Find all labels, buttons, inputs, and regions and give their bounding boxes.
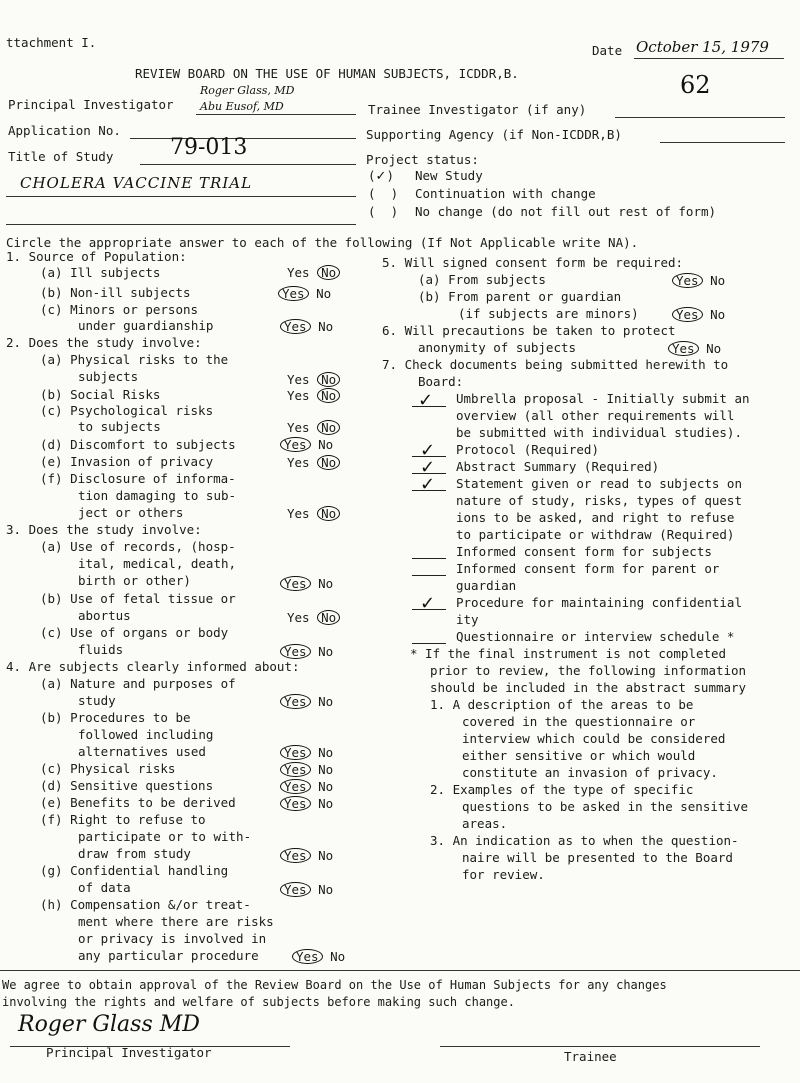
q4e: (e) Benefits to be derived <box>40 795 236 810</box>
doc-confidentiality-1: Procedure for maintaining confidential <box>456 595 742 610</box>
doc-umbrella-2: overview (all other requirements will <box>456 408 735 423</box>
note-6: interview which could be considered <box>462 731 726 746</box>
page-mark: 62 <box>680 71 711 99</box>
note-13: naire will be presented to the Board <box>462 850 733 865</box>
note-8: constitute an invasion of privacy. <box>462 765 718 780</box>
date-line <box>634 58 784 59</box>
q3-heading: 3. Does the study involve: <box>6 522 202 537</box>
q3a-line1: (a) Use of records, (hosp- <box>40 539 236 554</box>
q4c-answer: Yes No <box>280 762 333 777</box>
note-5: covered in the questionnaire or <box>462 714 696 729</box>
pi-label: Principal Investigator <box>8 97 174 112</box>
q3b-line2: abortus <box>78 608 131 623</box>
trainee-signature-line <box>440 1046 760 1047</box>
doc-consent-subjects: Informed consent form for subjects <box>456 544 712 559</box>
q3c-line1: (c) Use of organs or body <box>40 625 229 640</box>
note-3: should be included in the abstract summary <box>430 680 747 695</box>
pi-name-1: Roger Glass, MD <box>200 84 295 97</box>
q4d-answer: Yes No <box>280 779 333 794</box>
q2f-line3: ject or others <box>78 505 184 520</box>
note-12: 3. An indication as to when the question- <box>430 833 739 848</box>
status-continuation: Continuation with change <box>415 186 596 201</box>
q1c-answer: Yes No <box>280 319 333 334</box>
q6-answer: Yes No <box>668 341 721 356</box>
q2e-answer: Yes No <box>287 455 340 470</box>
q4g-answer: Yes No <box>280 882 333 897</box>
q4h-line3: or privacy is involved in <box>78 931 267 946</box>
note-2: prior to review, the following information <box>430 663 747 678</box>
checkmark-icon: ✓ <box>420 457 436 478</box>
q3c-line2: fluids <box>78 642 124 657</box>
q7-line1: 7. Check documents being submitted herewith to <box>382 357 729 372</box>
checkmark-icon: ✓ <box>418 390 434 411</box>
q4d: (d) Sensitive questions <box>40 778 214 793</box>
q4f-line3: draw from study <box>78 846 191 861</box>
q2-heading: 2. Does the study involve: <box>6 335 202 350</box>
doc-umbrella-3: be submitted with individual studies). <box>456 425 742 440</box>
q6-line2: anonymity of subjects <box>418 340 577 355</box>
study-number: 79-013 <box>170 135 248 160</box>
q2a-line2: subjects <box>78 369 139 384</box>
q4h-line4: any particular procedure <box>78 948 259 963</box>
q4e-answer: Yes No <box>280 796 333 811</box>
status-nochange-box: ( ) <box>368 204 399 219</box>
q3a-line3: birth or other) <box>78 573 191 588</box>
q4c: (c) Physical risks <box>40 761 176 776</box>
instructions: Circle the appropriate answer to each of the following (If Not Applicable write NA). <box>6 235 639 250</box>
doc-statement-3: ions to be asked, and right to refuse <box>456 510 735 525</box>
agreement-line-2: involving the rights and welfare of subjects before making such change. <box>2 995 515 1009</box>
q2a-line1: (a) Physical risks to the <box>40 352 229 367</box>
q4g-line2: of data <box>78 880 131 895</box>
q3a-answer: Yes No <box>280 576 333 591</box>
q3b-answer: Yes No <box>287 610 340 625</box>
note-1: * If the final instrument is not completed <box>410 646 727 661</box>
date-label: Date <box>592 43 623 58</box>
board-title: REVIEW BOARD ON THE USE OF HUMAN SUBJECTS, ICDDR,B. <box>135 66 519 81</box>
q2b-answer: Yes No <box>287 388 340 403</box>
q1b-answer: Yes No <box>278 286 331 301</box>
pi-name-2: Abu Eusof, MD <box>200 100 284 113</box>
status-nochange: No change (do not fill out rest of form) <box>415 204 717 219</box>
title-line <box>140 164 356 165</box>
q4b-answer: Yes No <box>280 745 333 760</box>
q7-line2: Board: <box>418 374 464 389</box>
q1b: (b) Non-ill subjects <box>40 285 191 300</box>
trainee-line <box>615 117 785 118</box>
q5b-line2: (if subjects are minors) <box>458 306 639 321</box>
q1-heading: 1. Source of Population: <box>6 249 187 264</box>
agreement-line-1: We agree to obtain approval of the Review Board on the Use of Human Subjects for any changes <box>2 978 667 992</box>
q3c-answer: Yes No <box>280 644 333 659</box>
doc-questionnaire: Questionnaire or interview schedule * <box>456 629 735 644</box>
q2f-line2: tion damaging to sub- <box>78 488 237 503</box>
doc-statement-4: to participate or withdraw (Required) <box>456 527 735 542</box>
study-title: CHOLERA VACCINE TRIAL <box>20 174 253 192</box>
q4f-answer: Yes No <box>280 848 333 863</box>
q3b-line1: (b) Use of fetal tissue or <box>40 591 236 606</box>
doc-statement-1: Statement given or read to subjects on <box>456 476 742 491</box>
note-4: 1. A description of the areas to be <box>430 697 694 712</box>
q4a-line1: (a) Nature and purposes of <box>40 676 236 691</box>
doc-blank-consent-parent <box>412 575 446 576</box>
pi-line <box>196 114 356 115</box>
note-9: 2. Examples of the type of specific <box>430 782 694 797</box>
q5a-answer: Yes No <box>672 273 725 288</box>
application-label: Application No. <box>8 123 121 138</box>
checkmark-icon: ✓ <box>420 593 436 614</box>
q6-line1: 6. Will precautions be taken to protect <box>382 323 676 338</box>
q4-heading: 4. Are subjects clearly informed about: <box>6 659 300 674</box>
q1a-answer: Yes No <box>287 265 340 280</box>
trainee-signature-label: Trainee <box>564 1049 617 1064</box>
title-label: Title of Study <box>8 149 114 164</box>
doc-consent-parent-1: Informed consent form for parent or <box>456 561 720 576</box>
q2a-answer: Yes No <box>287 372 340 387</box>
status-new-box: (✓) <box>368 168 394 184</box>
status-new: New Study <box>415 168 483 183</box>
q2f-answer: Yes No <box>287 506 340 521</box>
q3a-line2: ital, medical, death, <box>78 556 237 571</box>
q5a: (a) From subjects <box>418 272 546 287</box>
q4f-line1: (f) Right to refuse to <box>40 812 206 827</box>
q2c-line1: (c) Psychological risks <box>40 403 214 418</box>
checkmark-icon: ✓ <box>375 169 387 184</box>
date-value: October 15, 1979 <box>636 38 769 56</box>
agency-label: Supporting Agency (if Non-ICDDR,B) <box>366 127 622 142</box>
doc-statement-2: nature of study, risks, types of quest <box>456 493 742 508</box>
status-cont-box: ( ) <box>368 186 399 201</box>
doc-consent-parent-2: guardian <box>456 578 517 593</box>
q2d-answer: Yes No <box>280 437 333 452</box>
q4a-line2: study <box>78 693 116 708</box>
q2e: (e) Invasion of privacy <box>40 454 214 469</box>
q5b-answer: Yes No <box>672 307 725 322</box>
q2c-answer: Yes No <box>287 420 340 435</box>
q4h-answer: Yes No <box>292 949 345 964</box>
status-label: Project status: <box>366 152 479 167</box>
trainee-label: Trainee Investigator (if any) <box>368 102 587 117</box>
q4a-answer: Yes No <box>280 694 333 709</box>
q2c-line2: to subjects <box>78 419 161 434</box>
doc-blank-questionnaire <box>412 643 446 644</box>
q1c-line1: (c) Minors or persons <box>40 302 199 317</box>
q4f-line2: participate or to with- <box>78 829 252 844</box>
study-title-line <box>6 196 356 197</box>
doc-protocol: Protocol (Required) <box>456 442 599 457</box>
note-7: either sensitive or which would <box>462 748 696 763</box>
q1a: (a) Ill subjects <box>40 265 161 280</box>
q2f-line1: (f) Disclosure of informa- <box>40 471 236 486</box>
doc-umbrella-1: Umbrella proposal - Initially submit an <box>456 391 750 406</box>
agency-line <box>660 142 785 143</box>
checkmark-icon: ✓ <box>420 440 436 461</box>
q4b-line2: followed including <box>78 727 214 742</box>
q5b-line1: (b) From parent or guardian <box>418 289 622 304</box>
note-10: questions to be asked in the sensitive <box>462 799 748 814</box>
pi-signature: Roger Glass MD <box>18 1012 200 1037</box>
q2b: (b) Social Risks <box>40 387 161 402</box>
pi-signature-label: Principal Investigator <box>46 1045 212 1060</box>
checkmark-icon: ✓ <box>420 474 436 495</box>
q4g-line1: (g) Confidential handling <box>40 863 229 878</box>
note-14: for review. <box>462 867 545 882</box>
q4h-line1: (h) Compensation &/or treat- <box>40 897 251 912</box>
doc-blank-consent-subjects <box>412 558 446 559</box>
q1c-line2: under guardianship <box>78 318 214 333</box>
q2d: (d) Discomfort to subjects <box>40 437 236 452</box>
doc-confidentiality-2: ity <box>456 612 479 627</box>
q4b-line1: (b) Procedures to be <box>40 710 191 725</box>
attachment-label: ttachment I. <box>6 35 97 50</box>
doc-abstract: Abstract Summary (Required) <box>456 459 660 474</box>
note-11: areas. <box>462 816 508 831</box>
q4b-line3: alternatives used <box>78 744 206 759</box>
footer-divider <box>0 970 800 971</box>
q4h-line2: ment where there are risks <box>78 914 274 929</box>
q5-heading: 5. Will signed consent form be required: <box>382 255 684 270</box>
study-title-line-2 <box>6 224 356 225</box>
